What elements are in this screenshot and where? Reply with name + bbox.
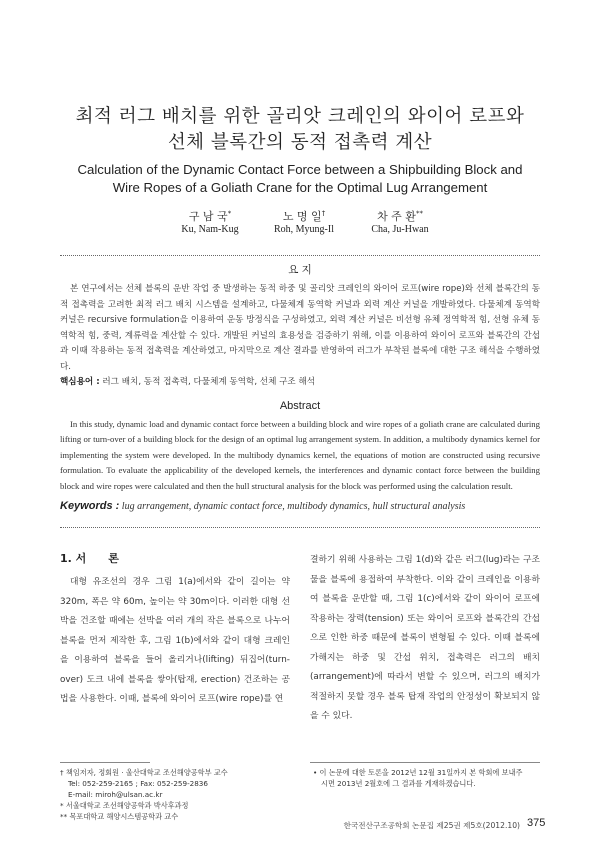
keywords-english — [60, 500, 540, 512]
author-3-mark: ** — [415, 209, 423, 218]
divider-bottom — [60, 527, 540, 528]
abstract-korean-text: 본 연구에서는 선체 블록의 운반 작업 중 발생하는 동적 하중 및 골리앗 크레인의 와이어 로프(wire rope)와 선체 블록간의 동적 접촉력을 고려한 최적 러그 배치 시스템을 설계하고, 다물체계 동역학 커널과 외력 계산 커널을 개발하였다. 다물체계 동역학 커널은 recursive formulation을 이용하여 운동 방정식을 구성하였고, 외력 계산 커널은 비선형 유체 정역학적 힘, 선형 유체 동역학적 힘, 중력, 계류력을 계산할 수 있다. 개발된 커널의 효용성을 검증하기 위해, 이를 이용하여 와이어 로프와 블록간의 간섭과 이때 작용하는 동적 접촉력을 계산하였고, 마지막으로 계산 결과를 반영하여 러그가 부착된 블록에 대한 구조 해석을 수행하였다. — [60, 284, 540, 372]
footnote-rule-left — [60, 762, 150, 763]
keywords-english-label: Keywords : — [60, 500, 120, 512]
footnote-email: E-mail: miroh@ulsan.ac.kr — [68, 790, 163, 799]
author-3 — [340, 208, 460, 235]
footnotes-right — [313, 767, 541, 789]
footnote-author-3-affiliation: ** 목포대학교 해양시스템공학과 교수 — [60, 812, 179, 821]
abstract-english-text: In this study, dynamic load and dynamic contact force between a building block and wire ropes of a goliath crane are calculated during lifting or turn-over of a building block for the design of an optimal lug arrangement system. In addition, a multibody dynamics kernel for implementing the system were developed. In the multibody dynamics kernel, the equations of motion are constructed using recursive formulation. To evaluate the applicability of the developed kernels, the interferences and dynamic contact force between the building block and wire ropes were calculated and then the hull structural analysis for the block was performed using the calculation result. — [60, 419, 540, 491]
title-korean-line-1: 최적 러그 배치를 위한 골리앗 크레인의 와이어 로프와 — [75, 106, 525, 127]
abstract-english-heading: Abstract — [279, 400, 321, 412]
keywords-english-text: lug arrangement, dynamic contact force, multibody dynamics, hull structural analysis — [121, 501, 466, 512]
footnote-tel-fax: Tel: 052-259-2165 ; Fax: 052-259-2836 — [68, 779, 208, 788]
author-1-korean-name: 구 남 국 — [188, 210, 228, 223]
title-english-line-1: Calculation of the Dynamic Contact Force between a Shipbuilding Block and — [77, 162, 523, 177]
footnote-rule-right — [310, 762, 540, 763]
title-korean-line-2: 선체 블록간의 동적 접촉력 계산 — [167, 132, 433, 153]
journal-footer: 한국전산구조공학회 논문집 제25권 제5호(2012.10) — [343, 821, 520, 830]
footnote-discussion-1: • 이 논문에 대한 토론을 2012년 12월 31일까지 본 학회에 보내주 — [313, 768, 523, 777]
section-1-right-column: 결하기 위해 사용하는 그림 1(d)와 같은 러그(lug)라는 구조물을 블록에 용접하여 부착한다. 이와 같이 크레인을 이용하여 블록을 운반할 때, 그림 1(c)에서와 같이 와이어 로프에 작용하는 장력(tension) 또는 와이어 로프와 블록간의 간섭으로 인한 하중 때문에 블록이 변형될 수 있다. 이때 블록에 가해지는 하중 및 간섭 위치, 접촉력은 러그의 배치(arrangement)에 따라서 변할 수 있으며, 러그의 배치가 적절하지 못할 경우 블록 탑재 작업의 안정성이 확보되지 않을 수 있다. — [310, 555, 540, 721]
section-1-left-column: 대형 유조선의 경우 그림 1(a)에서와 같이 길이는 약 320m, 폭은 약 60m, 높이는 약 30m이다. 이러한 대형 선박을 건조할 때에는 선박을 여러 개의 작은 블록으로 나누어 블록을 먼저 제작한 후, 그림 1(b)에서와 같이 대형 크레인을 이용하여 블록을 들어 올리거나(lifting) 뒤집어(turn-over) 도크 내에 블록을 쌓아(탑재, erection) 건조하는 공법을 사용한다. 이때, 블록에 와이어 로프(wire rope)를 연 — [60, 577, 290, 704]
author-1-english-name: Ku, Nam-Kug — [181, 224, 239, 235]
keywords-korean-text: 러그 배치, 동적 접촉력, 다물체계 동역학, 선체 구조 해석 — [102, 377, 316, 387]
keywords-korean-label: 핵심용어 : — [60, 377, 100, 387]
author-1-mark: * — [227, 209, 232, 218]
author-2-english-name: Roh, Myung-Il — [274, 224, 334, 235]
author-2-korean-name: 노 명 일 — [282, 210, 322, 223]
footnote-author-1-affiliation: * 서울대학교 조선해양공학과 박사후과정 — [60, 801, 189, 810]
author-list — [0, 208, 600, 244]
footnotes-left — [60, 767, 290, 822]
author-3-korean-name: 차 주 환 — [377, 210, 416, 223]
author-3-english-name: Cha, Ju-Hwan — [371, 224, 429, 235]
keywords-korean — [60, 375, 540, 387]
section-1-heading: 1. 서 론 — [60, 552, 119, 565]
page-number: 375 — [527, 817, 546, 829]
footnote-discussion-2: 시면 2013년 2월호에 그 결과를 게재하겠습니다. — [321, 779, 476, 788]
author-2-mark: † — [321, 209, 326, 218]
abstract-korean-heading: 요 지 — [288, 264, 312, 276]
footnote-corresponding-author: † 책임저자, 정회원 · 울산대학교 조선해양공학부 교수 — [60, 768, 228, 777]
title-english-line-2: Wire Ropes of a Goliath Crane for the Optimal Lug Arrangement — [112, 180, 488, 195]
divider-top — [60, 255, 540, 256]
